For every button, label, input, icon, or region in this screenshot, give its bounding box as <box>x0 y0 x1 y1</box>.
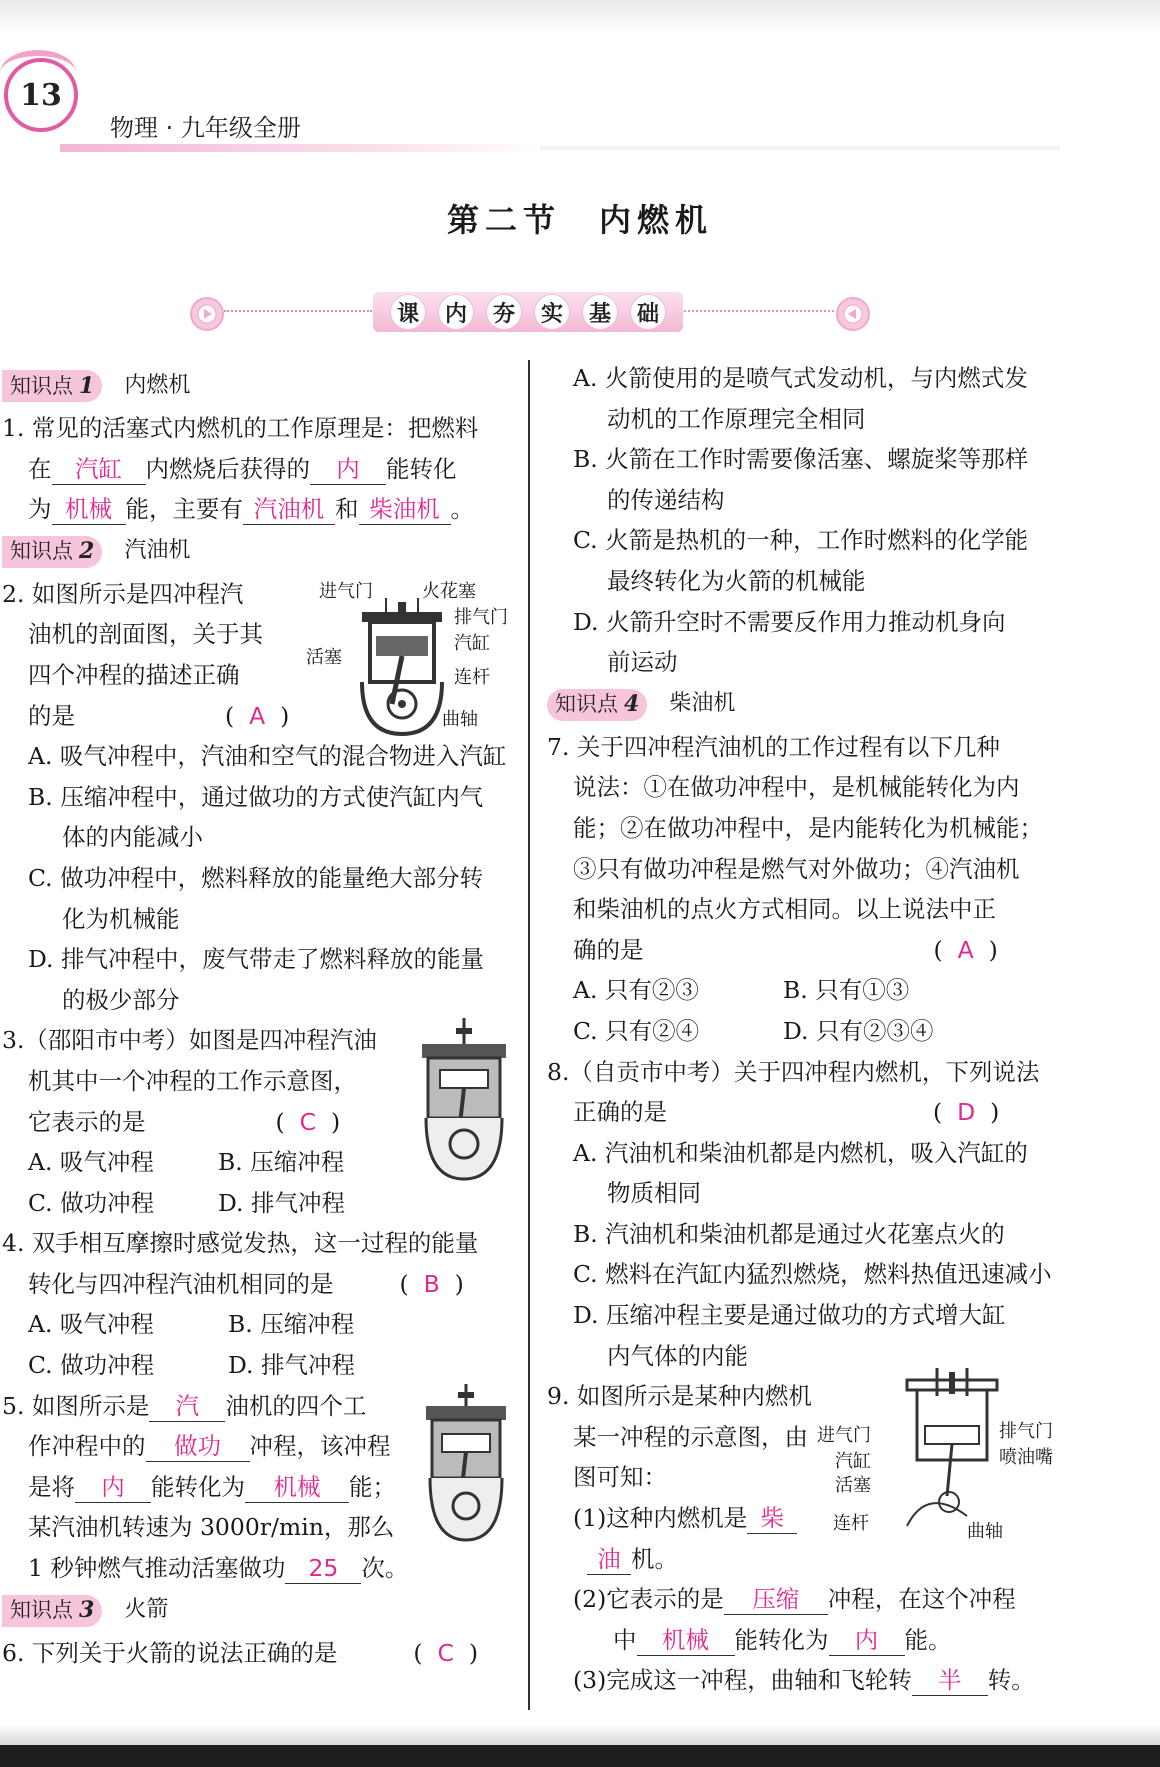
banner-char: 础 <box>630 294 666 330</box>
q1-line: 1. 常见的活塞式内燃机的工作原理是：把燃料 <box>2 414 479 442</box>
kp-tag: 知识点 2 <box>2 536 102 568</box>
option: 内气体的内能 <box>607 1341 748 1370</box>
left-column <box>2 364 512 1673</box>
q8-line: 8.（自贡市中考）关于四冲程内燃机，下列说法 <box>547 1057 1040 1086</box>
q7-line: 确的是 ( A ) <box>573 935 998 964</box>
option: C. 做功冲程中，燃料释放的能量绝大部分转 <box>28 863 484 892</box>
kp-tag: 知识点 3 <box>2 1595 102 1627</box>
engine-stroke-figure-q3 <box>418 1014 510 1184</box>
answer-blank: 机械 <box>52 494 126 525</box>
header-line <box>60 144 540 152</box>
page-number: 13 <box>4 58 78 132</box>
kp-title: 柴油机 <box>669 691 736 717</box>
fig-label: 排气门 <box>454 606 508 628</box>
option: D. 压缩冲程主要是通过做功的方式增大缸 <box>573 1301 1006 1330</box>
option: D. 排气冲程中，废气带走了燃料释放的能量 <box>28 945 484 974</box>
question-8 <box>547 1052 1060 1377</box>
kp-title: 内燃机 <box>124 372 191 398</box>
fig-label: 曲轴 <box>442 708 478 730</box>
question-5 <box>2 1386 512 1589</box>
q7-line: 说法：①在做功冲程中，是机械能转化为内 <box>573 773 1020 802</box>
option: C. 只有②④ <box>573 1016 700 1045</box>
q5-line: 作冲程中的 做功 冲程，该冲程 <box>28 1432 391 1461</box>
answer-blank: 内 <box>829 1625 905 1656</box>
q9-line: (3)完成这一冲程，曲轴和飞轮转 半 转。 <box>573 1666 1035 1695</box>
q3-options <box>2 1142 408 1183</box>
answer-blank: 压缩 <box>724 1584 828 1615</box>
banner-char: 夯 <box>486 294 522 330</box>
q4-line: 转化与四冲程汽油机相同的是 ( B ) <box>28 1269 464 1298</box>
option: B. 汽油机和柴油机都是通过火花塞点火的 <box>573 1219 1005 1248</box>
option: A. 汽油机和柴油机都是内燃机，吸入汽缸的 <box>573 1138 1028 1167</box>
answer-blank: 机械 <box>245 1472 349 1503</box>
question-1 <box>2 408 512 530</box>
answer-blank: 柴油机 <box>359 494 451 525</box>
option: B. 只有①③ <box>783 976 910 1005</box>
answer-choice: D <box>957 1098 976 1127</box>
fig-label: 活塞 <box>835 1475 871 1497</box>
section-title: 第二节 内燃机 <box>446 201 713 239</box>
section-banner <box>190 292 870 332</box>
fig-label: 喷油嘴 <box>999 1447 1053 1469</box>
banner-left-arrow-icon <box>836 297 870 331</box>
banner-char: 课 <box>390 294 426 330</box>
question-6-stem: 6. 下列关于火箭的说法正确的是 ( C ) <box>2 1638 479 1667</box>
q9-line: 某一冲程的示意图，由 <box>573 1422 808 1451</box>
kp-title: 火箭 <box>124 1597 169 1623</box>
question-4 <box>2 1223 512 1385</box>
answer-choice: B <box>423 1269 440 1298</box>
banner-dots-right <box>684 310 834 312</box>
banner-right-arrow-icon <box>190 297 224 331</box>
q3-line: 机其中一个冲程的工作示意图， <box>28 1066 357 1095</box>
q7-line: 7. 关于四冲程汽油机的工作过程有以下几种 <box>547 732 1000 761</box>
question-3 <box>2 1020 512 1223</box>
answer-choice: A <box>957 935 974 964</box>
banner-box <box>373 292 683 332</box>
option: B. 压缩冲程 <box>228 1310 355 1339</box>
q4-options <box>2 1304 428 1345</box>
question-9 <box>547 1376 1060 1701</box>
option: C. 做功冲程 <box>28 1351 155 1380</box>
answer-blank: 汽缸 <box>52 454 146 485</box>
option: 最终转化为火箭的机械能 <box>607 566 866 595</box>
fig-label: 火花塞 <box>422 580 476 602</box>
fig-label: 排气门 <box>999 1421 1053 1443</box>
fig-label: 汽缸 <box>835 1451 871 1473</box>
q4-line: 4. 双手相互摩擦时感觉发热，这一过程的能量 <box>2 1229 479 1258</box>
bottom-shade <box>0 1724 1160 1745</box>
fig-label: 进气门 <box>319 580 373 602</box>
answer-choice: C <box>299 1107 317 1136</box>
option: A. 吸气冲程 <box>28 1310 154 1339</box>
option: 前运动 <box>607 648 678 677</box>
q2-line: 油机的剖面图，关于其 <box>28 620 263 649</box>
column-divider <box>528 360 530 1710</box>
q9-line: 油 机。 <box>547 1539 1060 1580</box>
answer-blank: 柴 <box>747 1503 797 1534</box>
option: 的极少部分 <box>62 985 180 1014</box>
q7-line: 能；②在做功冲程中，是内能转化为机械能； <box>573 813 1043 842</box>
option: 动机的工作原理完全相同 <box>607 404 866 433</box>
answer-choice: C <box>437 1638 454 1667</box>
answer-blank: 内 <box>310 454 386 485</box>
q5-line: 5. 如图所示是 汽 油机的四个工 <box>2 1391 367 1420</box>
option: C. 做功冲程 <box>28 1188 155 1217</box>
q9-line: 中 机械 能转化为 内 能。 <box>613 1625 952 1654</box>
fig-label: 进气门 <box>817 1425 871 1447</box>
q5-line: 某汽油机转速为 3000r/min，那么 <box>28 1513 395 1542</box>
question-6-options <box>547 358 1060 683</box>
q9-line: (2)它表示的是 压缩 冲程，在这个冲程 <box>573 1585 1016 1614</box>
q3-line: 3.（邵阳市中考）如图是四冲程汽油 <box>2 1026 377 1055</box>
q2-line: 2. 如图所示是四冲程汽 <box>2 579 244 608</box>
answer-blank: 汽 <box>149 1391 225 1422</box>
q2-line: 四个冲程的描述正确 <box>28 660 240 689</box>
option: C. 燃料在汽缸内猛烈燃烧，燃料热值迅速减小 <box>573 1260 1052 1289</box>
engine-stroke-figure-q5 <box>424 1380 508 1546</box>
banner-char: 实 <box>534 294 570 330</box>
answer-blank: 机械 <box>637 1625 735 1656</box>
bottom-bar <box>0 1745 1160 1767</box>
answer-blank: 汽油机 <box>243 494 335 525</box>
right-column <box>547 358 1060 1701</box>
fig-label: 汽缸 <box>454 632 490 654</box>
fig-label: 活塞 <box>306 646 342 668</box>
kp-tag: 知识点 4 <box>547 689 647 721</box>
q7-line: 和柴油机的点火方式相同。以上说法中正 <box>573 895 996 924</box>
q2-line: 的是 ( A ) <box>28 701 290 730</box>
option: 化为机械能 <box>62 904 180 933</box>
option: 体的内能减小 <box>62 823 203 852</box>
question-2 <box>2 574 512 1021</box>
option: D. 火箭升空时不需要反作用力推动机身向 <box>573 607 1006 636</box>
option: A. 火箭使用的是喷气式发动机，与内燃式发 <box>573 364 1028 392</box>
answer-blank: 内 <box>75 1472 151 1503</box>
q4-options <box>2 1345 428 1386</box>
header-faint-line <box>540 146 1060 150</box>
kp-tag: 知识点 1 <box>2 370 102 402</box>
answer-blank: 25 <box>285 1553 361 1584</box>
knowledge-point-3 <box>2 1591 512 1631</box>
option: D. 排气冲程 <box>228 1351 355 1380</box>
option: B. 压缩冲程中，通过做功的方式使汽缸内气 <box>28 782 484 811</box>
q5-line: 是将 内 能转化为 机械 能； <box>28 1472 396 1501</box>
question-7 <box>547 727 1060 1052</box>
answer-blank: 做功 <box>146 1431 250 1462</box>
answer-blank: 半 <box>912 1665 988 1696</box>
knowledge-point-1 <box>2 366 512 406</box>
option: D. 只有②③④ <box>783 1016 934 1045</box>
q3-line: 它表示的是 ( C ) <box>28 1107 341 1136</box>
knowledge-point-2 <box>2 532 512 572</box>
q9-line: (1)这种内燃机是 柴 <box>547 1498 1060 1539</box>
option: A. 吸气冲程 <box>28 1148 154 1177</box>
banner-char: 基 <box>582 294 618 330</box>
knowledge-point-4 <box>547 685 1060 725</box>
q5-line: 1 秒钟燃气推动活塞做功 25 次。 <box>28 1554 409 1583</box>
top-shadow <box>0 0 1160 34</box>
option: D. 排气冲程 <box>218 1188 345 1217</box>
q1-line: 为 机械 能，主要有 汽油机 和 柴油机 。 <box>28 495 474 524</box>
diesel-engine-figure <box>887 1366 1017 1536</box>
option: B. 压缩冲程 <box>218 1148 345 1177</box>
option: 的传递结构 <box>607 485 725 514</box>
banner-dots-left <box>224 310 372 312</box>
q9-line: 9. 如图所示是某种内燃机 <box>547 1382 812 1411</box>
q9-line: 图可知： <box>573 1463 667 1492</box>
q3-options <box>2 1183 408 1224</box>
banner-char: 内 <box>438 294 474 330</box>
option: A. 吸气冲程中，汽油和空气的混合物进入汽缸 <box>28 742 507 771</box>
kp-title: 汽油机 <box>124 538 191 564</box>
fig-label: 曲轴 <box>967 1521 1003 1543</box>
option: 物质相同 <box>607 1179 701 1208</box>
q7-line: ③只有做功冲程是燃气对外做功；④汽油机 <box>573 854 1020 883</box>
book-title: 物理 · 九年级全册 <box>110 114 301 142</box>
q1-line: 在 汽缸 内燃烧后获得的 内 能转化 <box>28 454 457 483</box>
option: B. 火箭在工作时需要像活塞、螺旋桨等那样 <box>573 445 1029 474</box>
answer-blank: 油 <box>587 1544 631 1575</box>
answer-choice: A <box>249 701 266 730</box>
option: A. 只有②③ <box>573 976 699 1005</box>
option: C. 火箭是热机的一种，工作时燃料的化学能 <box>573 526 1029 555</box>
q7-options <box>547 970 993 1011</box>
fig-label: 连杆 <box>454 666 490 688</box>
fig-label: 连杆 <box>833 1513 869 1535</box>
q8-line: 正确的是 ( D ) <box>573 1098 1000 1127</box>
q7-options <box>547 1011 993 1052</box>
